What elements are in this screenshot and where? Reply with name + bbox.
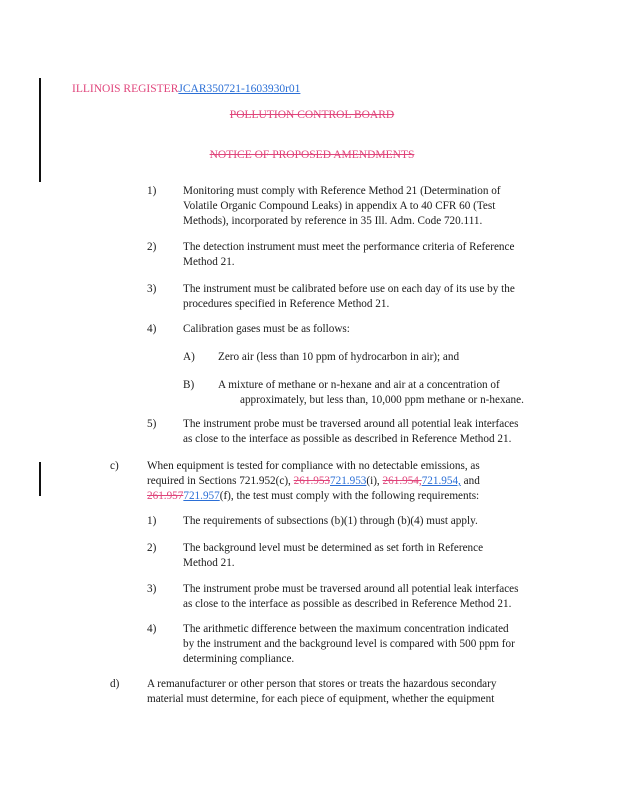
register-header: [72, 82, 300, 97]
item-line: The arithmetic difference between the maximum concentration indicated: [183, 623, 509, 635]
inserted-text: 721.953: [330, 475, 367, 487]
item-line: The detection instrument must meet the performance criteria of Reference: [183, 241, 515, 253]
sub-list-item: [218, 350, 459, 365]
section-line: 261.957721.957(f), the test must comply with the following requirements:: [147, 490, 480, 502]
section-label: d): [110, 678, 120, 690]
item-number: 4): [147, 623, 157, 635]
item-line: determining compliance.: [183, 653, 295, 665]
list-item: [183, 282, 515, 312]
item-number: 1): [147, 185, 157, 197]
sub-list-item: [218, 378, 524, 408]
item-number: 3): [147, 283, 157, 295]
list-item: [183, 622, 515, 667]
change-bar: [39, 78, 41, 182]
section-label: c): [110, 460, 119, 472]
item-line: Calibration gases must be as follows:: [183, 323, 350, 335]
item-line: The requirements of subsections (b)(1) through (b)(4) must apply.: [183, 515, 478, 527]
list-item: [183, 514, 478, 529]
section-line: required in Sections 721.952(c), 261.953721.953(i), 261.954,721.954, and: [147, 475, 480, 487]
item-number: 2): [147, 241, 157, 253]
item-line: as close to the interface as possible as described in Reference Method 21.: [183, 598, 512, 610]
item-line: Methods), incorporated by reference in 35 Ill. Adm. Code 720.111.: [183, 215, 483, 227]
item-number: 1): [147, 515, 157, 527]
item-line: procedures specified in Reference Method 21.: [183, 298, 390, 310]
jcar-code: JCAR350721-1603930r01: [178, 83, 301, 95]
item-line: Method 21.: [183, 256, 235, 268]
subitem-number: B): [183, 379, 195, 391]
item-line: The instrument probe must be traversed around all potential leak interfaces: [183, 418, 519, 430]
item-line: approximately, but less than, 10,000 ppm methane or n-hexane.: [240, 394, 524, 406]
list-item: [183, 417, 519, 447]
item-number: 2): [147, 542, 157, 554]
item-number: 3): [147, 583, 157, 595]
list-item: [183, 184, 501, 229]
section-d-text: [147, 677, 496, 707]
section-line: When equipment is tested for compliance with no detectable emissions, as: [147, 460, 480, 472]
inserted-text: 721.954,: [421, 475, 461, 487]
section-c-text: [147, 459, 480, 504]
list-item: [183, 322, 350, 337]
item-line: The instrument must be calibrated before use on each day of its use by the: [183, 283, 515, 295]
deleted-text: 261.953: [293, 475, 331, 487]
item-line: The instrument probe must be traversed around all potential leak interfaces: [183, 583, 519, 595]
item-line: Zero air (less than 10 ppm of hydrocarbon in air); and: [218, 351, 460, 363]
inserted-text: 721.957: [183, 490, 220, 502]
list-item: [183, 240, 514, 270]
deleted-text: 261.957: [147, 490, 184, 502]
subitem-number: A): [183, 351, 195, 363]
board-title: POLLUTION CONTROL BOARD: [229, 109, 395, 121]
deleted-text: 261.954,: [382, 475, 422, 487]
item-number: 4): [147, 323, 157, 335]
item-line: by the instrument and the background level is compared with 500 ppm for: [183, 638, 515, 650]
item-line: Method 21.: [183, 557, 235, 569]
section-line: A remanufacturer or other person that stores or treats the hazardous secondary: [147, 678, 497, 690]
item-line: as close to the interface as possible as described in Reference Method 21.: [183, 433, 512, 445]
item-line: Monitoring must comply with Reference Method 21 (Determination of: [183, 185, 501, 197]
item-line: The background level must be determined as set forth in Reference: [183, 542, 484, 554]
item-number: 5): [147, 418, 157, 430]
item-line: A mixture of methane or n-hexane and air at a concentration of: [218, 379, 500, 391]
change-bar: [39, 462, 41, 496]
list-item: [183, 582, 519, 612]
section-line: material must determine, for each piece of equipment, whether the equipment: [147, 693, 495, 705]
register-title: ILLINOIS REGISTER: [72, 83, 179, 95]
item-line: Volatile Organic Compound Leaks) in appendix A to 40 CFR 60 (Test: [183, 200, 496, 212]
list-item: [183, 541, 483, 571]
notice-title: NOTICE OF PROPOSED AMENDMENTS: [209, 149, 415, 161]
